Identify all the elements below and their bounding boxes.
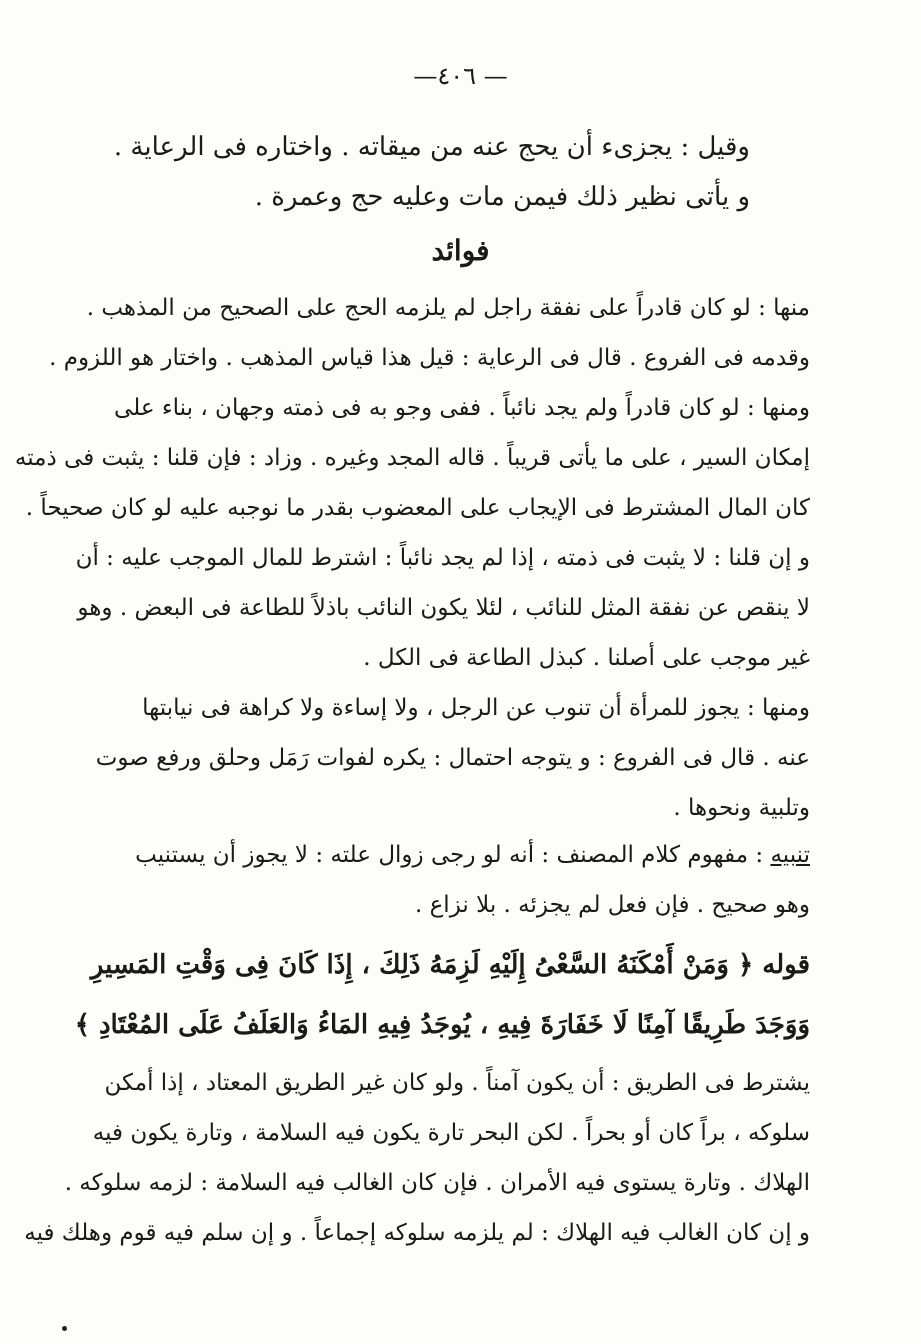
body-paragraph-1 [14, 283, 810, 843]
body-line: يشترط فى الطريق : أن يكون آمناً . ولو كان غير الطريق المعتاد ، إذا أمكن [104, 1070, 810, 1096]
body-line: إمكان السير ، على ما يأتى قريباً . قاله المجد وغيره . وزاد : فإن قلنا : يثبت فى ذمته [14, 445, 810, 471]
body-line: ومنها : يجوز للمرأة أن تنوب عن الرجل ، ولا إساءة ولا كراهة فى نيابتها [142, 695, 810, 721]
body-line: و إن كان الغالب فيه الهلاك : لم يلزمه سلوكه إجماعاً . و إن سلم فيه قوم وهلك فيه [24, 1220, 810, 1246]
body-line: لا ينقص عن نفقة المثل للنائب ، لئلا يكون النائب باذلاً للطاعة فى البعض . وهو [77, 595, 810, 621]
body-paragraph-2 [24, 1058, 810, 1268]
scan-speck [62, 1326, 67, 1331]
body-line: كان المال المشترط فى الإيجاب على المعضوب بقدر ما نوجبه عليه لو كان صحيحاً . [25, 495, 810, 521]
quote-line: قوله ﴿ وَمَنْ أَمْكَنَهُ السَّعْىُ إِلَيْهِ لَزِمَهُ ذَلِكَ ، إِذَا كَانَ فِى وَقْتِ المَسِيرِ [90, 950, 810, 980]
intro-paragraph [113, 122, 750, 222]
quote-block [74, 935, 810, 1060]
notice-label: تنبيه [770, 842, 810, 868]
body-line: عنه . قال فى الفروع : و يتوجه احتمال : يكره لفوات رَمَل وحلق ورفع صوت [95, 745, 810, 771]
quote-line: وَوَجَدَ طَرِيقًا آمِنًا لَا خَفَارَةَ فِيهِ ، يُوجَدُ فِيهِ المَاءُ وَالعَلَفُ عَلَى المُعْتَادِ ﴾ [74, 1010, 810, 1040]
body-line: منها : لو كان قادراً على نفقة راجل لم يلزمه الحج على الصحيح من المذهب . [86, 295, 810, 321]
body-line: ومنها : لو كان قادراً ولم يجد نائباً . ففى وجو به فى ذمته وجهان ، بناء على [114, 395, 810, 421]
intro-line: و يأتى نظير ذلك فيمن مات وعليه حج وعمرة . [254, 182, 750, 212]
notice-line [110, 830, 810, 880]
notice-line: وهو صحيح . فإن فعل لم يجزئه . بلا نزاع . [414, 892, 810, 918]
body-line: الهلاك . وتارة يستوى فيه الأمران . فإن كان الغالب فيه السلامة : لزمه سلوكه . [64, 1170, 810, 1196]
notice-text: : مفهوم كلام المصنف : أنه لو رجى زوال علته : لا يجوز أن يستنيب [135, 842, 764, 868]
body-line: وتلبية ونحوها . [673, 795, 810, 821]
body-line: وقدمه فى الفروع . قال فى الرعاية : قيل هذا قياس المذهب . واختار هو اللزوم . [49, 345, 810, 371]
body-line: و إن قلنا : لا يثبت فى ذمته ، إذا لم يجد نائباً : اشترط للمال الموجب عليه : أن [75, 545, 810, 571]
page-number: — ٤٠٦— [413, 62, 508, 90]
notice-paragraph [110, 830, 810, 930]
body-line: سلوكه ، براً كان أو بحراً . لكن البحر تارة يكون فيه السلامة ، وتارة يكون فيه [92, 1120, 810, 1146]
intro-line: وقيل : يجزىء أن يحج عنه من ميقاته . واختاره فى الرعاية . [113, 132, 750, 162]
body-line: غير موجب على أصلنا . كبذل الطاعة فى الكل . [363, 645, 810, 671]
section-heading: فوائد [431, 234, 490, 267]
